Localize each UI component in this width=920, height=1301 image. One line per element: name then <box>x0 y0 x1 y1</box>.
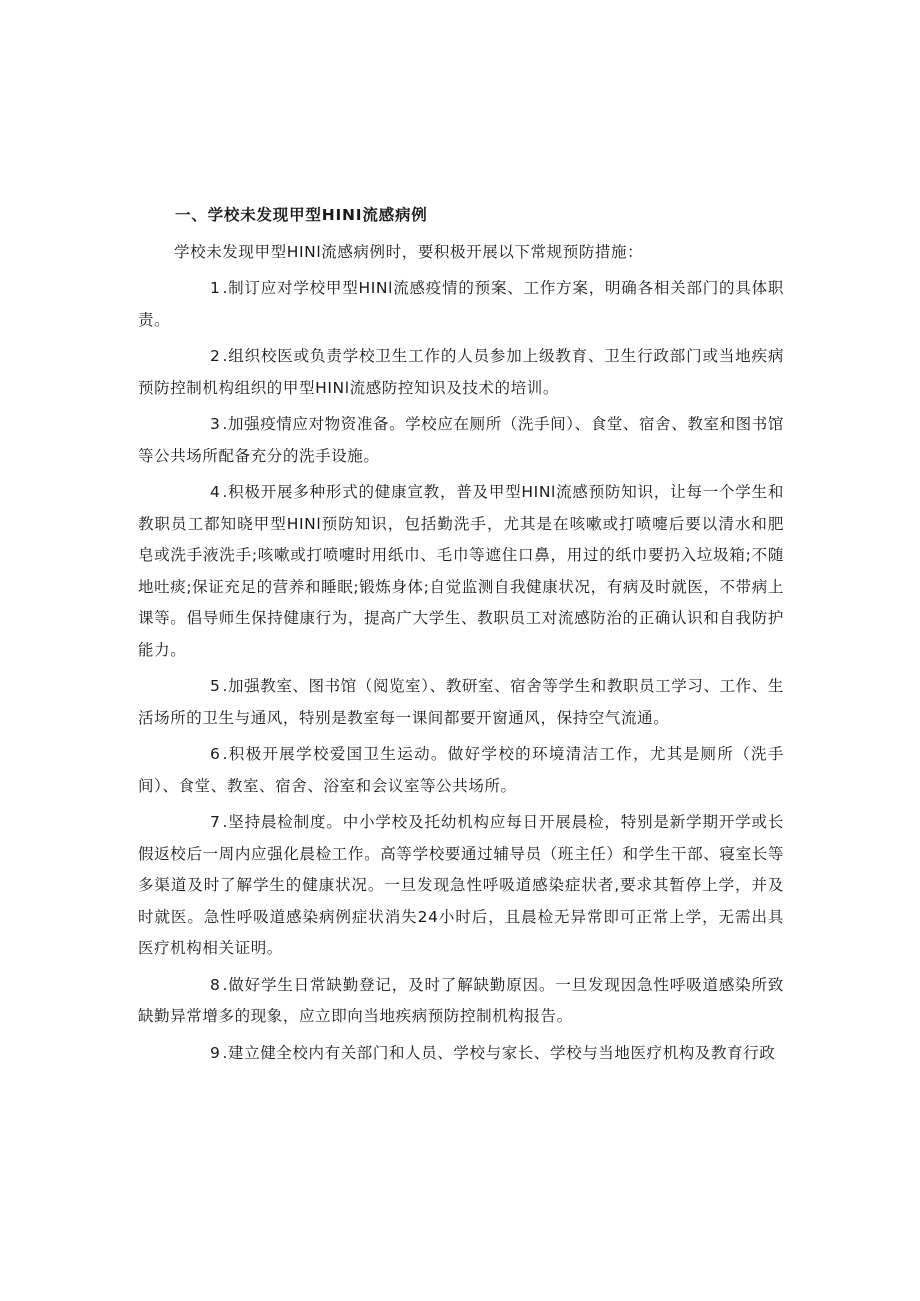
item-number: 7 <box>210 813 221 831</box>
list-item <box>138 409 784 472</box>
item-number: 5 <box>210 677 221 695</box>
list-item <box>138 477 784 666</box>
list-item <box>138 807 784 965</box>
item-number: 8 <box>210 975 221 994</box>
item-text: .积极开展多种形式的健康宣教，普及甲型HINl流感预防知识，让每一个学生和教职员工都知晓甲型HINl预防知识，包括勤洗手，尤其是在咳嗽或打喷嚏后要以清水和肥皂或洗手液洗手;咳嗽或打喷嚏时用纸巾、毛巾等遮住口鼻，用过的纸巾要扔入垃圾箱;不随地吐痰;保证充足的营养和睡眠;锻炼身体;自觉监测自我健康状况，有病及时就医，不带病上课等。倡导师生保持健康行为，提高广大学生、教职员工对流感防治的正确认识和自我防护能力。 <box>138 483 784 659</box>
item-text: .做好学生日常缺勤登记，及时了解缺勤原因。一旦发现因急性呼吸道感染所致缺勤异常增多的现象，应立即向当地疾病预防控制机构报告。 <box>138 975 784 1025</box>
list-item <box>138 273 784 336</box>
list-item <box>138 970 784 1033</box>
item-number: 2 <box>210 347 221 365</box>
item-number: 4 <box>210 483 221 501</box>
list-item <box>138 1038 784 1070</box>
item-text: .加强教室、图书馆（阅览室）、教研室、宿舍等学生和教职员工学习、工作、生活场所的卫生与通风，特别是教室每一课间都要开窗通风，保持空气流通。 <box>138 677 784 727</box>
item-text: .建立健全校内有关部门和人员、学校与家长、学校与当地医疗机构及教育行政 <box>222 1043 776 1062</box>
item-text: .加强疫情应对物资准备。学校应在厕所（洗手间）、食堂、宿舍、教室和图书馆等公共场所配备充分的洗手设施。 <box>138 415 784 465</box>
list-item <box>138 739 784 802</box>
item-text: .坚持晨检制度。中小学校及托幼机构应每日开展晨检，特别是新学期开学或长假返校后一周内应强化晨检工作。高等学校要通过辅导员（班主任）和学生干部、寝室长等多渠道及时了解学生的健康状况。一旦发现急性呼吸道感染症状者,要求其暂停上学，并及时就医。急性呼吸道感染病例症状消失24小时后，且晨检无异常即可正常上学，无需出具医疗机构相关证明。 <box>138 813 784 957</box>
item-number: 1 <box>210 279 221 297</box>
section-heading: 一、学校未发现甲型HINI流感病例 <box>175 206 428 224</box>
intro-paragraph: 学校未发现甲型HINl流感病例时，要积极开展以下常规预防措施： <box>174 242 644 261</box>
list-item <box>138 671 784 734</box>
item-text: .制订应对学校甲型HINl流感疫情的预案、工作方案，明确各相关部门的具体职责。 <box>138 279 784 329</box>
document-body <box>138 200 784 1069</box>
item-number: 6 <box>210 745 221 763</box>
item-text: .组织校医或负责学校卫生工作的人员参加上级教育、卫生行政部门或当地疾病预防控制机构组织的甲型HINl流感防控知识及技术的培训。 <box>138 347 784 397</box>
item-number: 9 <box>210 1043 221 1062</box>
item-number: 3 <box>210 415 221 433</box>
item-text: .积极开展学校爱国卫生运动。做好学校的环境清洁工作，尤其是厕所（洗手间）、食堂、教室、宿舍、浴室和会议室等公共场所。 <box>138 745 784 795</box>
list-item <box>138 341 784 404</box>
